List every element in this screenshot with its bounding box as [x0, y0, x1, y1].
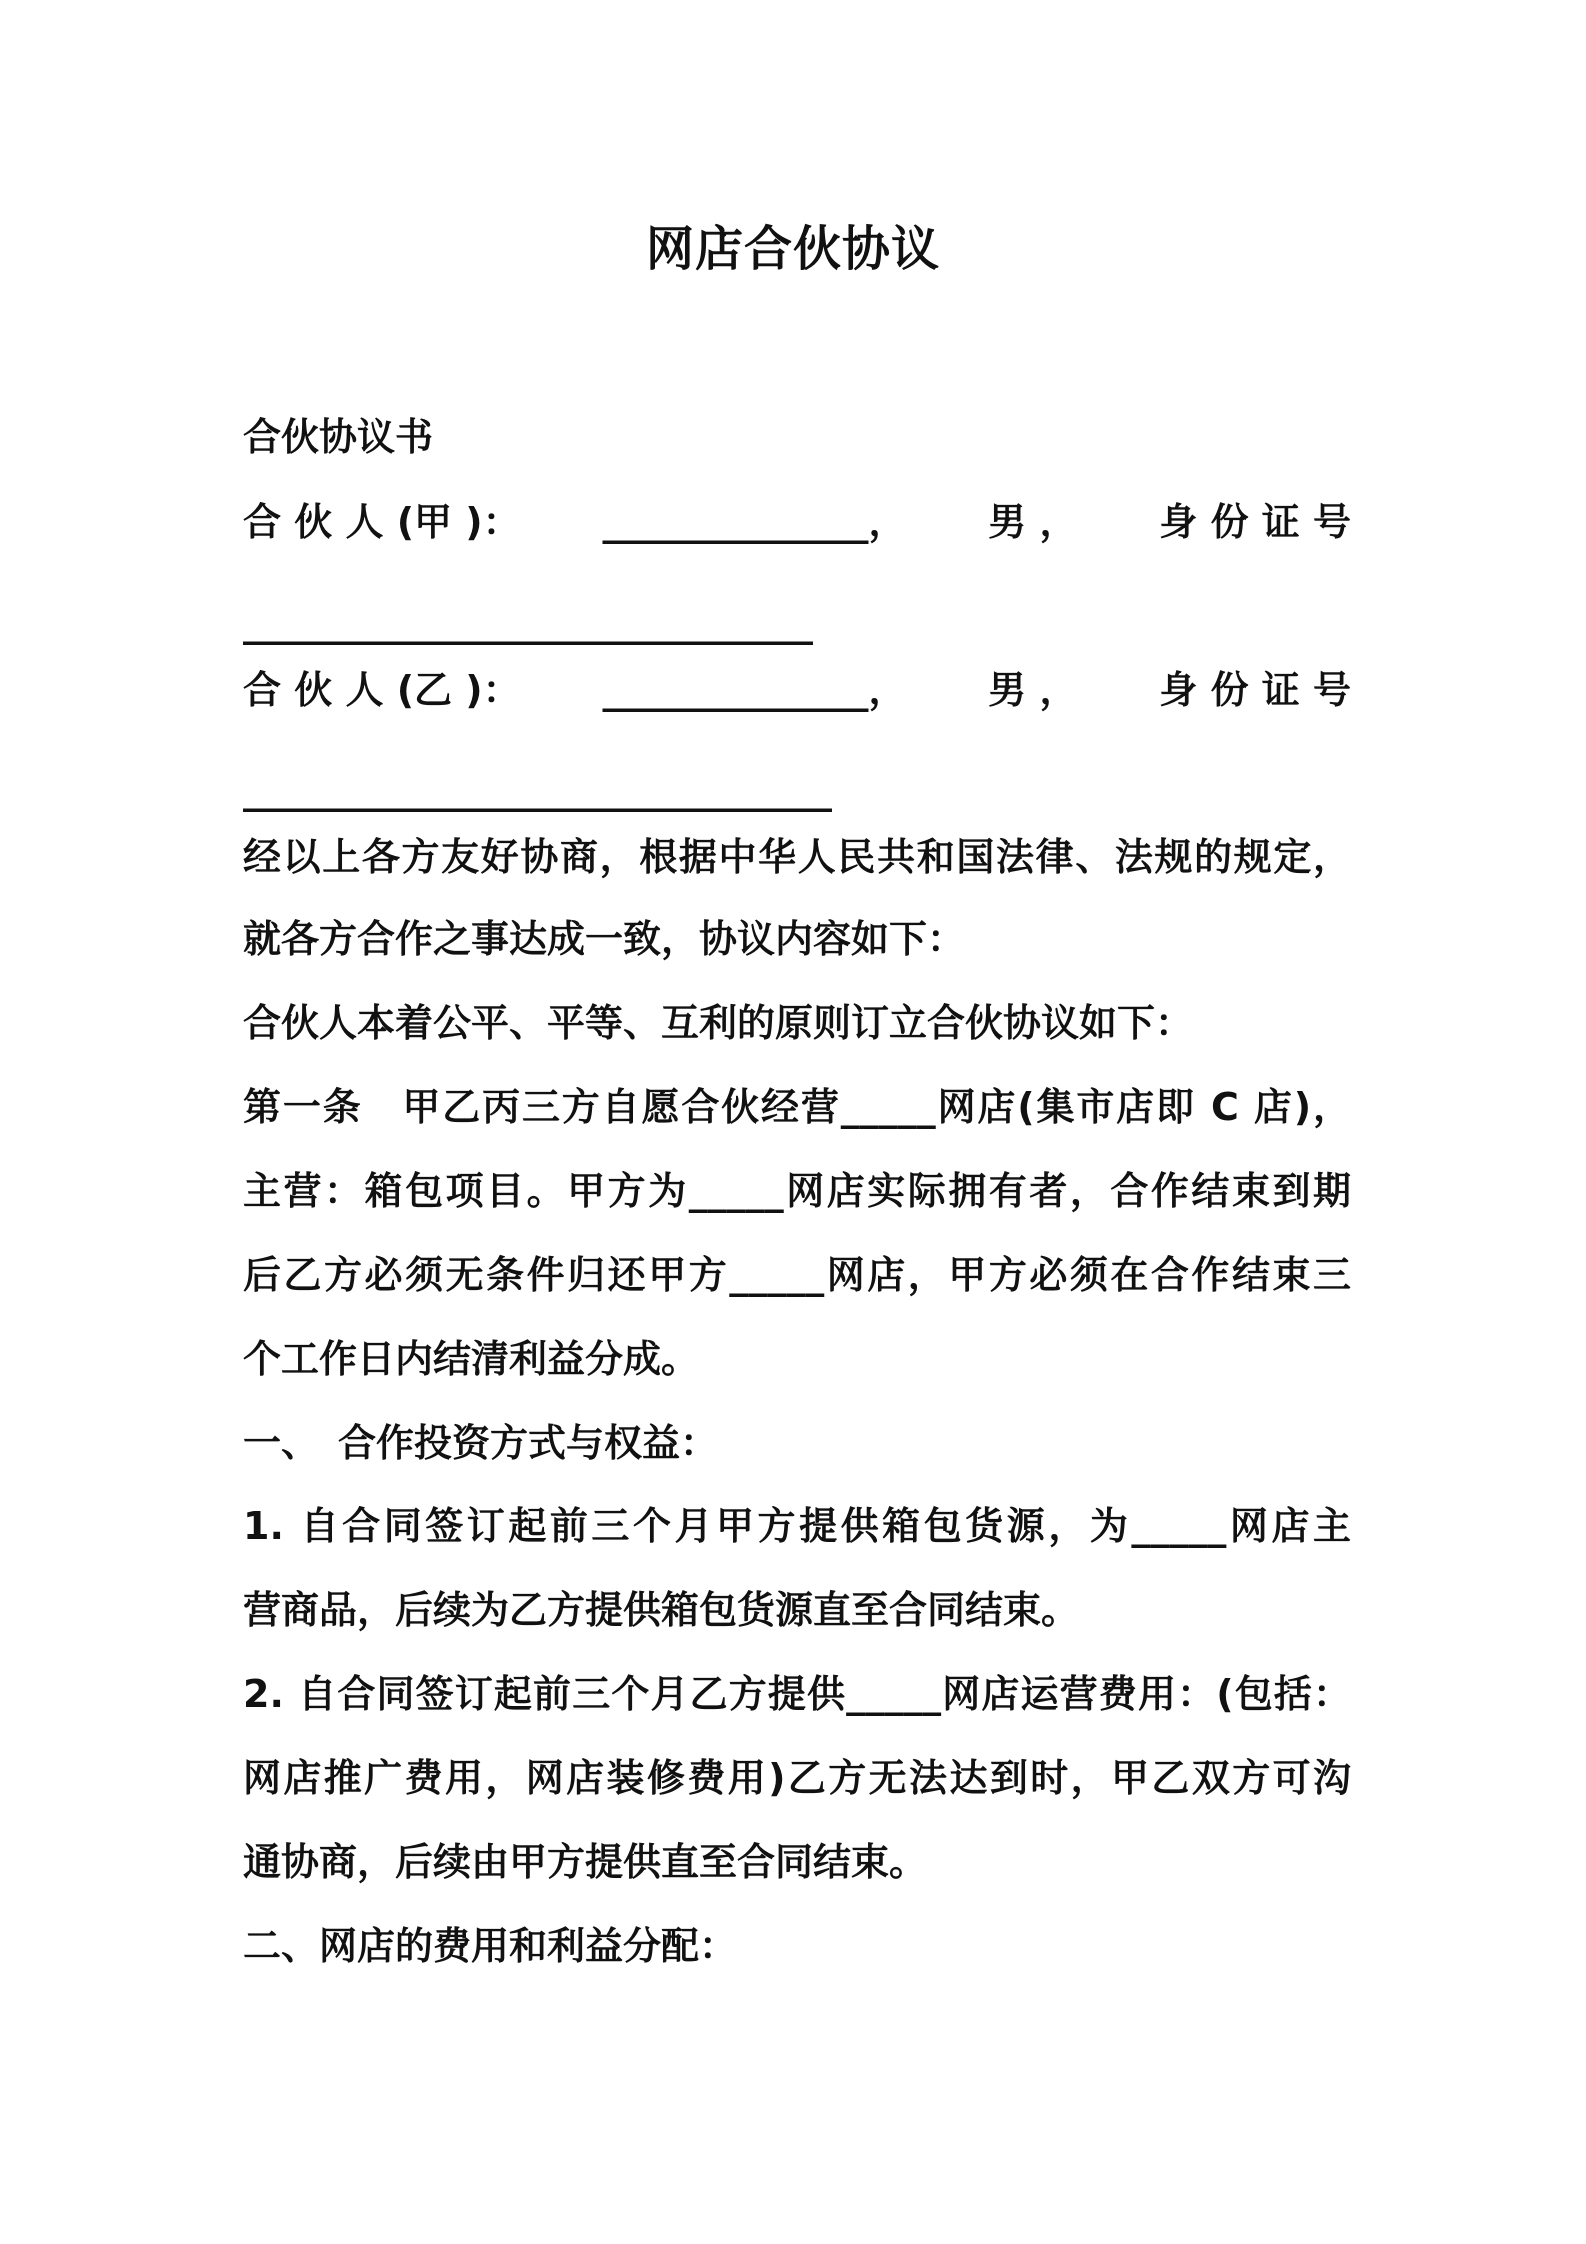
item-1-line: 营商品，后续为乙方提供箱包货源直至合同结束。 [243, 1588, 1080, 1632]
party-a-id-blank: ______________________________ [243, 601, 813, 645]
party-b-id-label: 身 份 证 号 [1159, 668, 1351, 712]
party-a-label: 合 伙 人 (甲 )： [243, 500, 521, 544]
item-2-line: 通协商，后续由甲方提供直至合同结束。 [243, 1840, 928, 1884]
body-line: 合伙人本着公平、平等、互利的原则订立合伙协议如下： [243, 1001, 1194, 1045]
party-a-line [243, 497, 1351, 547]
item-2-line: 网店推广费用，网店装修费用)乙方无法达到时，甲乙双方可沟 [243, 1756, 1351, 1800]
item-2-line: 2. 自合同签订起前三个月乙方提供_____网店运营费用：(包括： [243, 1672, 1351, 1716]
body-line: 经以上各方友好协商，根据中华人民共和国法律、法规的规定， [243, 835, 1351, 879]
clause-1-line: 第一条 甲乙丙三方自愿合伙经营_____网店(集市店即 C 店)， [243, 1085, 1351, 1129]
section-heading: 一、 合作投资方式与权益： [243, 1421, 719, 1465]
document-title: 网店合伙协议 [645, 221, 940, 277]
clause-1-line: 主营：箱包项目。甲方为_____网店实际拥有者，合作结束到期 [243, 1169, 1351, 1213]
party-a-gender: 男 ， [988, 500, 1078, 544]
clause-1-line: 个工作日内结清利益分成。 [243, 1337, 700, 1381]
party-b-name-blank: ______________， [602, 668, 907, 712]
clause-1-line: 后乙方必须无条件归还甲方_____网店，甲方必须在合作结束三 [243, 1253, 1351, 1297]
party-b-line [243, 665, 1351, 715]
party-b-id-blank: _______________________________ [243, 768, 832, 812]
party-b-gender: 男 ， [988, 668, 1078, 712]
party-a-id-label: 身 份 证 号 [1159, 500, 1351, 544]
item-1-line: 1. 自合同签订起前三个月甲方提供箱包货源，为_____网店主 [243, 1504, 1351, 1548]
body-line: 就各方合作之事达成一致，协议内容如下： [243, 917, 966, 961]
document-subtitle: 合伙协议书 [243, 415, 434, 459]
party-b-label: 合 伙 人 (乙 )： [243, 668, 521, 712]
party-a-name-blank: ______________， [602, 500, 907, 544]
section-heading: 二、网店的费用和利益分配： [243, 1924, 738, 1968]
